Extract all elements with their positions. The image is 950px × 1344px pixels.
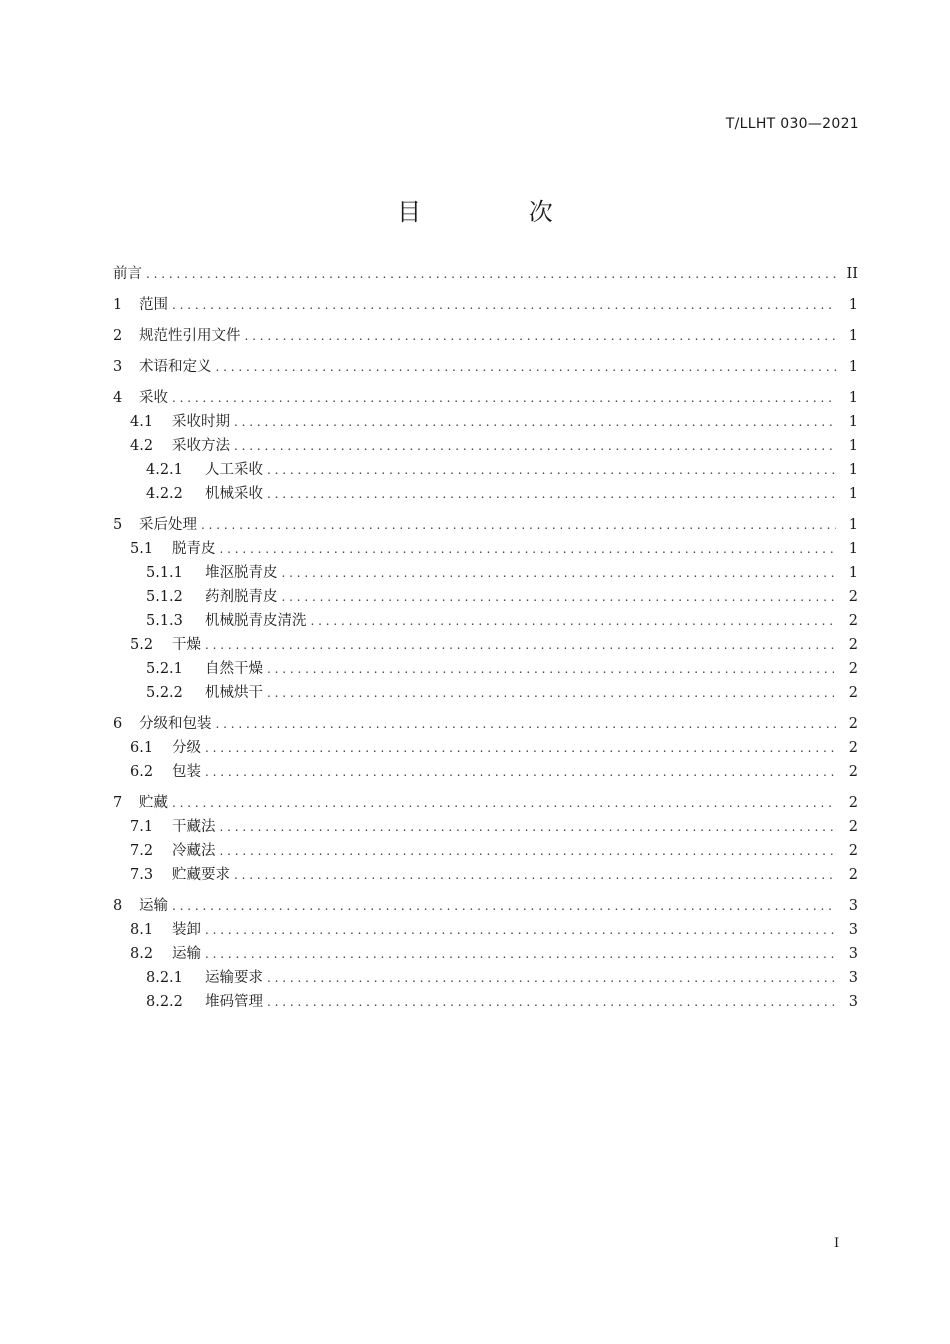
toc-entry-number: 5 — [113, 517, 123, 533]
toc-entry-page: 1 — [848, 565, 858, 581]
toc-entry-label: 自然干燥 — [205, 661, 263, 677]
toc-entry-number: 7.2 — [130, 843, 154, 859]
toc-dot-leader — [234, 863, 836, 887]
toc-entry-label: 药剂脱青皮 — [205, 589, 278, 605]
toc-entry[interactable] — [113, 609, 858, 633]
toc-entry-page: 1 — [848, 486, 858, 502]
toc-entry-page: 2 — [848, 637, 858, 653]
toc-dot-leader — [282, 585, 837, 609]
toc-entry-page: 1 — [848, 297, 858, 313]
toc-entry-label: 分级和包装 — [139, 716, 212, 732]
toc-entry-number: 4.2.1 — [146, 462, 183, 478]
toc-entry-label: 采后处理 — [139, 517, 197, 533]
toc-entry-page: 2 — [848, 685, 858, 701]
toc-entry-page: 1 — [848, 390, 858, 406]
toc-entry[interactable] — [113, 736, 858, 760]
toc-entry[interactable] — [113, 657, 858, 681]
toc-entry-number: 7.3 — [130, 867, 154, 883]
toc-entry-number: 8.2 — [130, 946, 154, 962]
toc-dot-leader — [311, 609, 837, 633]
toc-entry-page: 1 — [848, 462, 858, 478]
toc-dot-leader — [267, 966, 836, 990]
toc-dot-leader — [267, 681, 836, 705]
toc-dot-leader — [205, 760, 836, 784]
toc-entry[interactable] — [113, 386, 858, 410]
toc-dot-leader — [201, 513, 836, 537]
toc-entry-number: 1 — [113, 297, 123, 313]
toc-entry-label: 前言 — [113, 266, 142, 282]
toc-dot-leader — [205, 633, 836, 657]
toc-entry-page: 2 — [848, 819, 858, 835]
toc-entry[interactable] — [113, 513, 858, 537]
toc-entry[interactable] — [113, 482, 858, 506]
toc-entry-label: 机械采收 — [205, 486, 263, 502]
toc-dot-leader — [216, 355, 837, 379]
toc-entry-label: 运输 — [172, 946, 201, 962]
toc-entry-number: 5.1.1 — [146, 565, 183, 581]
toc-dot-leader — [267, 458, 836, 482]
toc-entry-label: 规范性引用文件 — [139, 328, 241, 344]
toc-entry-label: 分级 — [172, 740, 201, 756]
toc-entry[interactable] — [113, 966, 858, 990]
toc-entry-page: 1 — [848, 541, 858, 557]
table-of-contents — [113, 262, 858, 1014]
toc-entry-number: 7 — [113, 795, 123, 811]
document-code: T/LLHT 030—2021 — [725, 116, 859, 132]
toc-entry-number: 4 — [113, 390, 123, 406]
page-number: I — [834, 1236, 840, 1251]
toc-entry-page: 1 — [848, 517, 858, 533]
toc-entry[interactable] — [113, 410, 858, 434]
toc-dot-leader — [205, 942, 836, 966]
toc-entry-label: 采收时期 — [172, 414, 230, 430]
toc-entry[interactable] — [113, 760, 858, 784]
toc-entry-number: 8.2.2 — [146, 994, 183, 1010]
toc-entry[interactable] — [113, 262, 858, 286]
toc-dot-leader — [220, 537, 837, 561]
toc-dot-leader — [146, 262, 836, 286]
toc-entry-label: 干燥 — [172, 637, 201, 653]
toc-entry[interactable] — [113, 791, 858, 815]
toc-entry-number: 5.2.2 — [146, 685, 183, 701]
toc-entry-page: II — [846, 266, 858, 282]
toc-entry-label: 脱青皮 — [172, 541, 216, 557]
toc-dot-leader — [245, 324, 837, 348]
toc-entry[interactable] — [113, 458, 858, 482]
toc-entry-page: 3 — [848, 898, 858, 914]
toc-entry[interactable] — [113, 537, 858, 561]
toc-dot-leader — [205, 736, 836, 760]
page-title: 目 次 — [397, 198, 603, 226]
toc-entry-label: 贮藏要求 — [172, 867, 230, 883]
toc-entry[interactable] — [113, 585, 858, 609]
toc-entry[interactable] — [113, 324, 858, 348]
toc-dot-leader — [216, 712, 837, 736]
toc-dot-leader — [172, 386, 836, 410]
toc-entry-label: 机械脱青皮清洗 — [205, 613, 307, 629]
toc-entry-number: 5.2.1 — [146, 661, 183, 677]
toc-entry-number: 4.2 — [130, 438, 154, 454]
toc-entry-number: 5.1.2 — [146, 589, 183, 605]
toc-entry[interactable] — [113, 942, 858, 966]
toc-entry-page: 3 — [848, 970, 858, 986]
toc-entry-number: 6 — [113, 716, 123, 732]
toc-entry-number: 5.2 — [130, 637, 154, 653]
toc-dot-leader — [172, 791, 836, 815]
toc-entry-page: 1 — [848, 438, 858, 454]
toc-entry-page: 1 — [848, 359, 858, 375]
toc-entry-label: 术语和定义 — [139, 359, 212, 375]
toc-entry-page: 3 — [848, 994, 858, 1010]
toc-entry[interactable] — [113, 894, 858, 918]
toc-entry-page: 1 — [848, 328, 858, 344]
toc-dot-leader — [172, 894, 836, 918]
toc-entry-page: 2 — [848, 764, 858, 780]
toc-dot-leader — [267, 482, 836, 506]
toc-dot-leader — [205, 918, 836, 942]
toc-entry[interactable] — [113, 990, 858, 1014]
toc-entry-number: 8 — [113, 898, 123, 914]
toc-entry-label: 堆沤脱青皮 — [205, 565, 278, 581]
toc-entry[interactable] — [113, 815, 858, 839]
toc-entry[interactable] — [113, 712, 858, 736]
toc-dot-leader — [282, 561, 837, 585]
toc-entry-number: 6.2 — [130, 764, 154, 780]
toc-dot-leader — [172, 293, 836, 317]
toc-entry-number: 5.1 — [130, 541, 154, 557]
toc-dot-leader — [220, 839, 837, 863]
toc-entry[interactable] — [113, 293, 858, 317]
toc-entry[interactable] — [113, 633, 858, 657]
toc-entry-number: 7.1 — [130, 819, 154, 835]
toc-entry-number: 8.2.1 — [146, 970, 183, 986]
toc-entry-label: 堆码管理 — [205, 994, 263, 1010]
toc-entry-page: 2 — [848, 795, 858, 811]
toc-entry-label: 采收 — [139, 390, 168, 406]
toc-dot-leader — [267, 657, 836, 681]
toc-entry-label: 冷藏法 — [172, 843, 216, 859]
toc-entry[interactable] — [113, 681, 858, 705]
toc-dot-leader — [234, 410, 836, 434]
toc-entry-page: 3 — [848, 922, 858, 938]
toc-entry-number: 3 — [113, 359, 123, 375]
toc-entry-page: 2 — [848, 589, 858, 605]
toc-entry-label: 包装 — [172, 764, 201, 780]
toc-entry-number: 2 — [113, 328, 123, 344]
toc-entry-number: 4.1 — [130, 414, 154, 430]
toc-dot-leader — [267, 990, 836, 1014]
toc-entry[interactable] — [113, 863, 858, 887]
toc-entry-label: 运输要求 — [205, 970, 263, 986]
toc-entry-page: 2 — [848, 740, 858, 756]
toc-entry-label: 范围 — [139, 297, 168, 313]
toc-entry-label: 机械烘干 — [205, 685, 263, 701]
toc-entry-label: 运输 — [139, 898, 168, 914]
toc-entry[interactable] — [113, 918, 858, 942]
toc-entry-number: 5.1.3 — [146, 613, 183, 629]
toc-entry[interactable] — [113, 561, 858, 585]
toc-entry[interactable] — [113, 434, 858, 458]
toc-entry-label: 采收方法 — [172, 438, 230, 454]
toc-entry-page: 3 — [848, 946, 858, 962]
toc-entry-page: 2 — [848, 716, 858, 732]
toc-dot-leader — [234, 434, 836, 458]
toc-entry-label: 人工采收 — [205, 462, 263, 478]
toc-entry-page: 2 — [848, 661, 858, 677]
toc-entry-label: 贮藏 — [139, 795, 168, 811]
toc-entry-page: 2 — [848, 867, 858, 883]
toc-entry[interactable] — [113, 355, 858, 379]
toc-entry-label: 装卸 — [172, 922, 201, 938]
toc-entry-number: 6.1 — [130, 740, 154, 756]
toc-dot-leader — [220, 815, 837, 839]
toc-entry-page: 2 — [848, 843, 858, 859]
toc-entry-number: 8.1 — [130, 922, 154, 938]
toc-entry-number: 4.2.2 — [146, 486, 183, 502]
toc-entry[interactable] — [113, 839, 858, 863]
toc-entry-page: 1 — [848, 414, 858, 430]
toc-entry-page: 2 — [848, 613, 858, 629]
toc-entry-label: 干藏法 — [172, 819, 216, 835]
